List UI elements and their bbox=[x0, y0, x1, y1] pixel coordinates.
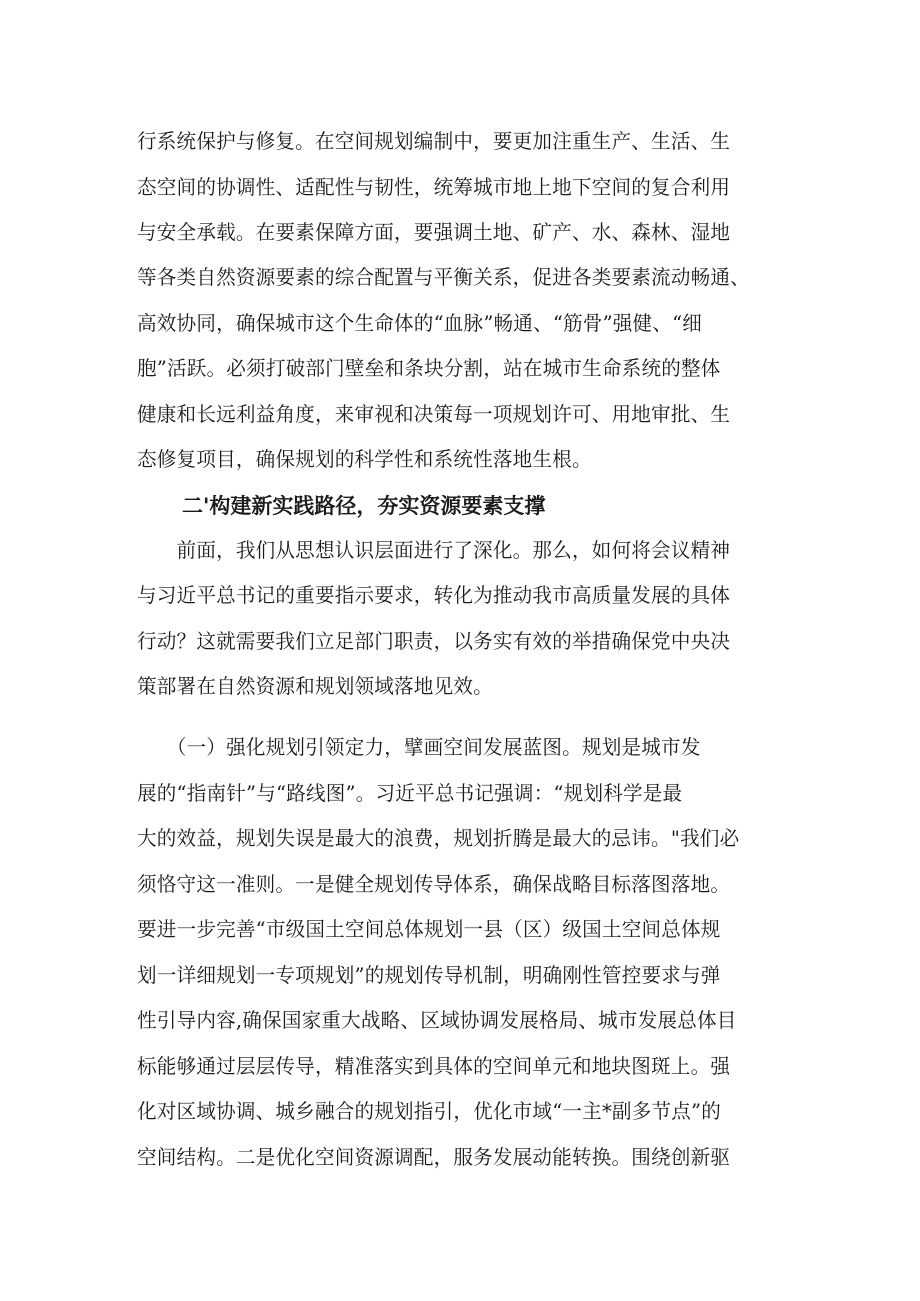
text-line: 态修复项目，确保规划的科学性和系统性落地生根。 bbox=[137, 447, 592, 471]
text-line: 行系统保护与修复。在空间规划编制中，要更加注重生产、生活、生 bbox=[137, 129, 731, 153]
text-line: 策部署在自然资源和规划领域落地见效。 bbox=[137, 674, 493, 698]
text-line: 标能够通过层层传导，精准落实到具体的空间单元和地块图斑上。强 bbox=[137, 1054, 731, 1078]
section-heading: 二'构建新实践路径，夯实资源要素支撑 bbox=[182, 494, 546, 518]
text-line: 高效协同，确保城市这个生命体的“血脉”畅通、“筋骨”强健、“细 bbox=[137, 311, 703, 335]
text-line: 大的效益，规划失误是最大的浪费，规划折腾是最大的忌讳。"我们必 bbox=[137, 826, 740, 850]
text-line: 空间结构。二是优化空间资源调配，服务发展动能转换。围绕创新驱 bbox=[137, 1145, 731, 1169]
text-line: 胞”活跃。必须打破部门壁垒和条块分割，站在城市生命系统的整体 bbox=[137, 356, 721, 380]
text-line: 行动？这就需要我们立足部门职责，以务实有效的举措确保党中央决 bbox=[137, 629, 731, 653]
text-line: 划一详细规划一专项规划”的规划传导机制，明确刚性管控要求与弹 bbox=[137, 963, 721, 987]
text-line: 与安全承载。在要素保障方面，要强调土地、矿产、水、森林、湿地 bbox=[137, 220, 731, 244]
text-line: 要进一步完善“市级国土空间总体规划一县（区）级国土空间总体规 bbox=[137, 917, 721, 941]
text-line: 与习近平总书记的重要指示要求，转化为推动我市高质量发展的具体 bbox=[137, 583, 731, 607]
text-line: 化对区域协调、城乡融合的规划指引，优化市域“一主*副多节点”的 bbox=[137, 1099, 721, 1123]
text-line: 性引导内容,确保国家重大战略、区域协调发展格局、城市发展总体目 bbox=[137, 1008, 737, 1032]
text-line: 态空间的协调性、适配性与韧性，统筹城市地上地下空间的复合利用 bbox=[137, 175, 731, 199]
text-line: 前面，我们从思想认识层面进行了深化。那么，如何将会议精神 bbox=[137, 538, 731, 562]
text-line: 须恪守这一准则。一是健全规划传导体系，确保战略目标落图落地。 bbox=[137, 872, 731, 896]
text-line: （一）强化规划引领定力，擘画空间发展蓝图。规划是城市发 bbox=[137, 735, 701, 759]
text-line: 展的“指南针”与“路线图”。习近平总书记强调：“规划科学是最 bbox=[137, 781, 683, 805]
text-line: 等各类自然资源要素的综合配置与平衡关系，促进各类要素流动畅通、 bbox=[137, 265, 750, 289]
text-line: 健康和长远利益角度，来审视和决策每一项规划许可、用地审批、生 bbox=[137, 402, 731, 426]
